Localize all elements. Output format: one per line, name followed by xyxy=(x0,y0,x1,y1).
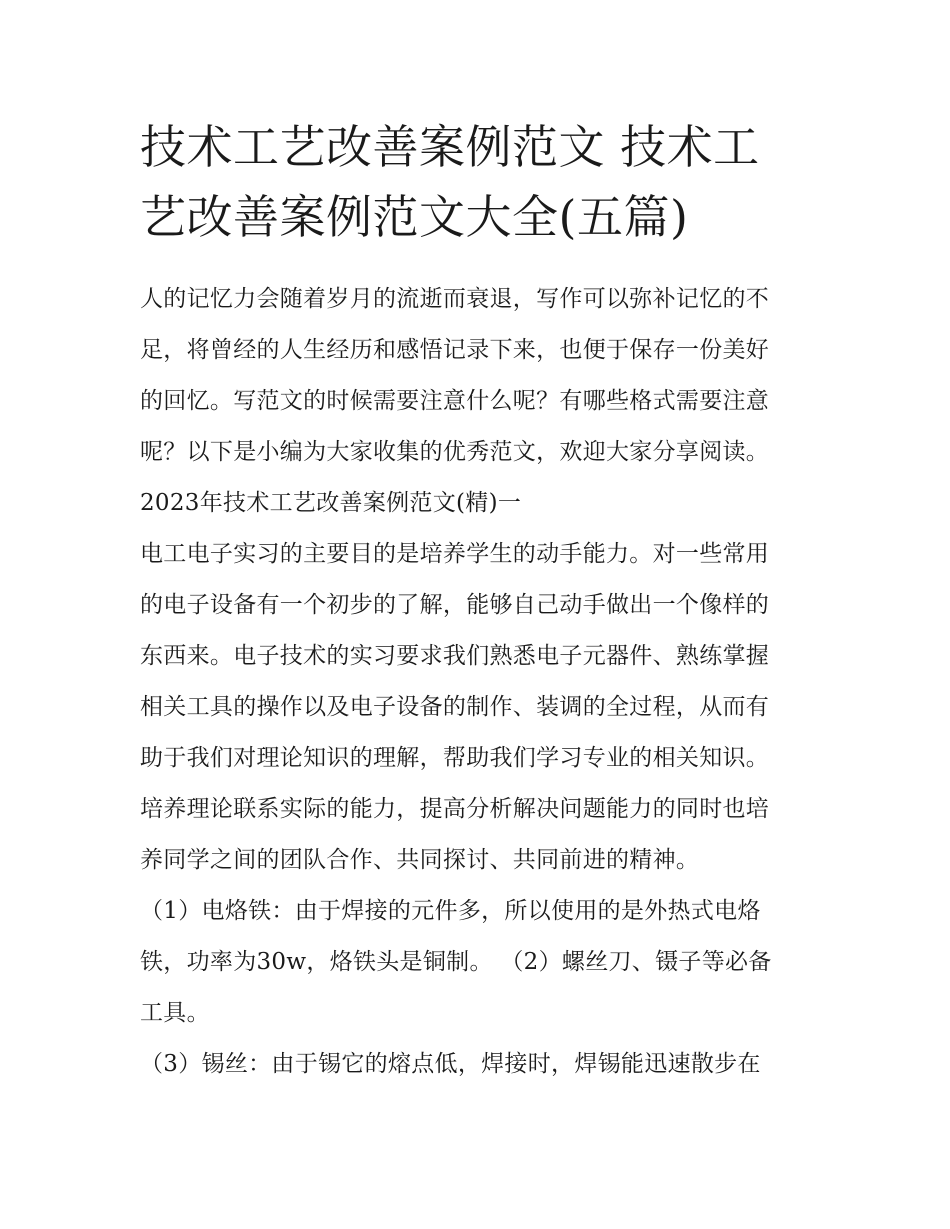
item-line-3: 工具。 xyxy=(140,1000,210,1026)
title-line-2: 艺改善案例范文大全(五篇) xyxy=(140,190,689,244)
item-line-4: （3）锡丝：由于锡它的熔点低，焊接时，焊锡能迅速散步在 xyxy=(140,1051,761,1077)
intro-line-3: 的回忆。写范文的时候需要注意什么呢？有哪些格式需要注意 xyxy=(140,388,770,414)
body-line-2: 的电子设备有一个初步的了解，能够自己动手做出一个像样的 xyxy=(140,592,770,618)
body-line-3: 东西来。电子技术的实习要求我们熟悉电子元器件、熟练掌握 xyxy=(140,643,770,669)
document-title xyxy=(140,112,820,252)
body-line-5: 助于我们对理论知识的理解，帮助我们学习专业的相关知识。 xyxy=(140,745,770,771)
body-line-4: 相关工具的操作以及电子设备的制作、装调的全过程，从而有 xyxy=(140,694,770,720)
item-line-1: （1）电烙铁：由于焊接的元件多，所以使用的是外热式电烙 xyxy=(140,898,761,924)
section-heading: 2023年技术工艺改善案例范文(精)一 xyxy=(140,490,522,516)
body-line-7: 养同学之间的团队合作、共同探讨、共同前进的精神。 xyxy=(140,847,700,873)
body-line-6: 培养理论联系实际的能力，提高分析解决问题能力的同时也培 xyxy=(140,796,770,822)
intro-line-1: 人的记忆力会随着岁月的流逝而衰退，写作可以弥补记忆的不 xyxy=(140,286,770,312)
intro-line-2: 足，将曾经的人生经历和感悟记录下来，也便于保存一份美好 xyxy=(140,337,770,363)
item-line-2: 铁，功率为30w，烙铁头是铜制。 （2）螺丝刀、镊子等必备 xyxy=(140,949,772,975)
intro-line-4: 呢？以下是小编为大家收集的优秀范文，欢迎大家分享阅读。 xyxy=(140,439,770,465)
title-line-1: 技术工艺改善案例范文 技术工 xyxy=(140,120,760,174)
body-line-1: 电工电子实习的主要目的是培养学生的动手能力。对一些常用 xyxy=(140,541,770,567)
